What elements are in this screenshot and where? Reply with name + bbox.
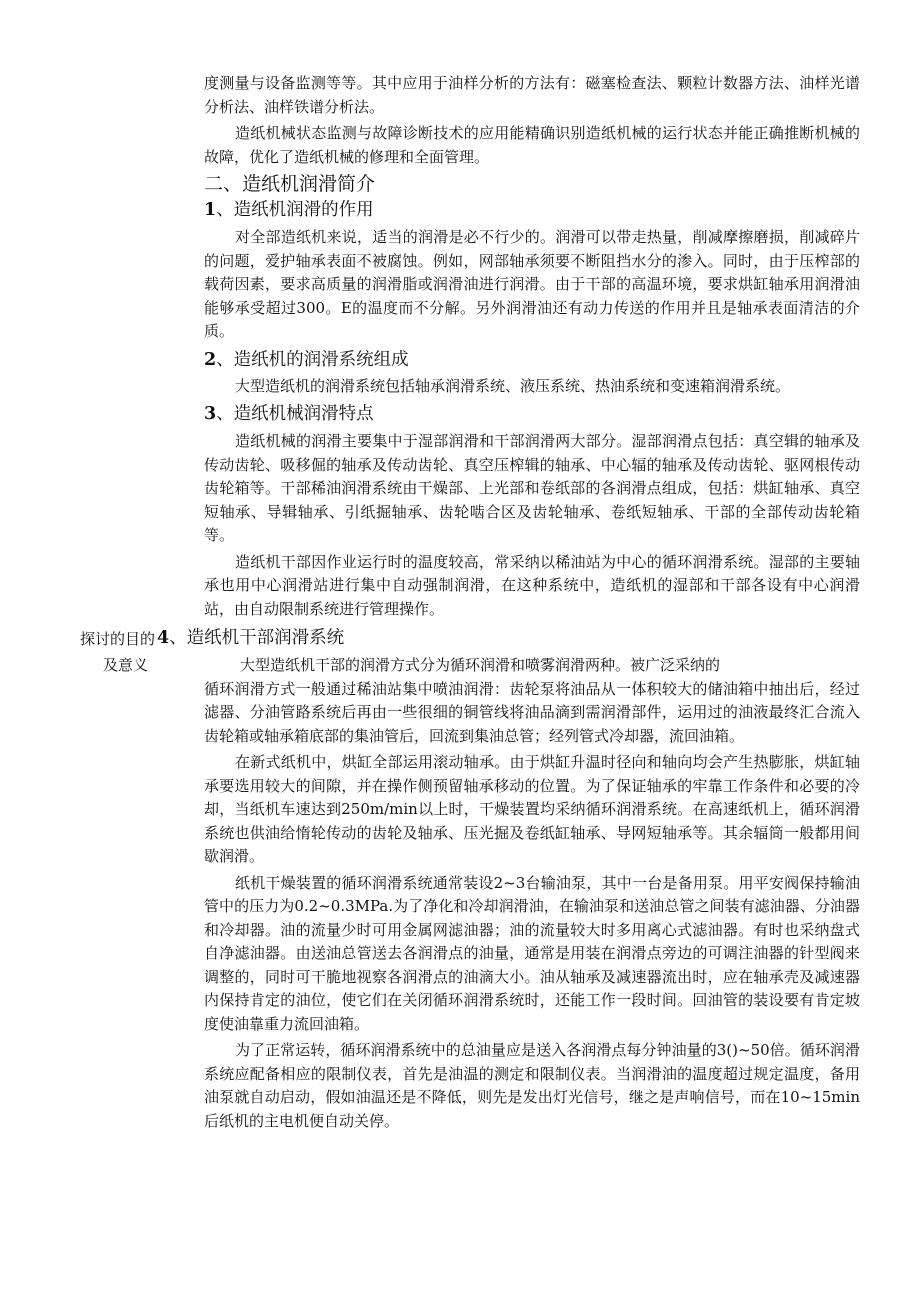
subsection-2-title: 、造纸机的润滑系统组成 bbox=[216, 350, 409, 370]
subsection-4-paragraph-1: 循环润滑方式一般通过稀油站集中喷油润滑：齿轮泵将油品从一体积较大的储油箱中抽出后，经过滤器、分油管路系统后再由一些很细的铜管线将油品滴到需润滑部件，运用过的油液最终汇合流入齿轮箱或轴承箱底部的集油管后，回流到集油总管；经列管式冷却器，流回油箱。 bbox=[204, 679, 860, 745]
intro-paragraph-2: 造纸机械状态监测与故障诊断技术的应用能精确识别造纸机械的运行状态并能正确推断机械的故障，优化了造纸机械的修理和全面管理。 bbox=[204, 124, 860, 166]
subsection-4-number: 4 bbox=[157, 628, 170, 648]
subsection-2-paragraph-1: 大型造纸机的润滑系统包括轴承润滑系统、液压系统、热油系统和变速箱润滑系统。 bbox=[235, 377, 791, 395]
subsection-2-body bbox=[204, 375, 860, 399]
subsection-4-paragraph-1-first-line: 大型造纸机干部的润滑方式分为循环润滑和喷雾润滑两种。被广泛采纳的 bbox=[240, 656, 721, 674]
subsection-4-paragraph-4: 为了正常运转，循环润滑系统中的总油量应是送入各润滑点每分钟油量的3()~50倍。循环润滑系统应配备相应的限制仪表，首先是油温的测定和限制仪表。当润滑油的温度超过规定温度，备用油泵就自动启动，假如油温还是不降低，则先是发出灯光信号，继之是声响信号，而在10~15min后纸机的主电机便自动关停。 bbox=[204, 1041, 860, 1130]
subsection-3-body bbox=[204, 430, 860, 621]
subsection-2-heading bbox=[204, 348, 409, 372]
intro-paragraph-1: 度测量与设备监测等等。其中应用于油样分析的方法有：磁塞检查法、颗粒计数器方法、油样光谱分析法、油样铁谱分析法。 bbox=[204, 74, 860, 116]
intro-block bbox=[204, 72, 860, 169]
subsection-1-title: 、造纸机润滑的作用 bbox=[216, 200, 374, 220]
subsection-1-body bbox=[204, 226, 860, 344]
subsection-4-body bbox=[204, 654, 860, 1133]
subsection-3-paragraph-2: 造纸机干部因作业运行时的温度较高，常采纳以稀油站为中心的循环润滑系统。湿部的主要轴承也用中心润滑站进行集中自动强制润滑，在这种系统中，造纸机的湿部和干部各设有中心润滑站，由自动限制系统进行管理操作。 bbox=[204, 552, 860, 618]
subsection-3-heading bbox=[204, 402, 374, 426]
subsection-4-paragraph-3: 纸机干燥装置的循环润滑系统通常装设2~3台输油泵，其中一台是备用泵。用平安阀保持输油管中的压力为0.2~0.3MPa.为了净化和冷却润滑油，在输油泵和送油总管之间装有滤油器、分油器和冷却器。油的流量少时可用金属网滤油器；油的流量较大时多用离心式滤油器。有时也采纳盘式自净滤油器。由送油总管送去各润滑点的油量，通常是用装在润滑点旁边的可调注油器的针型阀来调整的，同时可干脆地视察各润滑点的油滴大小。油从轴承及减速器流出时，应在轴承壳及减速器内保持肯定的油位，使它们在关闭循环润滑系统时，还能工作一段时间。回油管的装设要有肯定坡度使油靠重力流回油箱。 bbox=[204, 873, 860, 1033]
subsection-4-paragraph-2: 在新式纸机中，烘缸全部运用滚动轴承。由于烘缸升温时径向和轴向均会产生热膨胀，烘缸轴承要选用较大的间隙，并在操作侧预留轴承移动的位置。为了保证轴承的牢靠工作条件和必要的冷却，当纸机车速达到250m/min以上时，干燥装置均采纳循环润滑系统。在高速纸机上，循环润滑系统也供油给惰轮传动的齿轮及轴承、压光掘及卷纸缸轴承、导网短轴承等。其余辐筒一般都用间歇润滑。 bbox=[204, 753, 860, 865]
subsection-3-paragraph-1: 造纸机械的润滑主要集中于湿部润滑和干部润滑两大部分。湿部润滑点包括：真空辑的轴承及传动齿轮、吸移倔的轴承及传动齿轮、真空压榨辑的轴承、中心辐的轴承及传动齿轮、驱网根传动齿轮箱等。干部稀油润滑系统由干燥部、上光部和卷纸部的各润滑点组成，包括：烘缸轴承、真空短轴承、导辑轴承、引纸掘轴承、齿轮啮合区及齿轮轴承、卷纸短轴承、干部的全部传动齿轮箱等。 bbox=[204, 432, 860, 544]
side-note-line-1: 探讨的目的 bbox=[80, 630, 156, 648]
subsection-3-number: 3 bbox=[204, 404, 217, 424]
subsection-3-title: 、造纸机械润滑特点 bbox=[216, 404, 374, 424]
subsection-4-heading bbox=[157, 626, 344, 650]
subsection-1-number: 1 bbox=[204, 200, 217, 220]
section-2-heading: 二、造纸机润滑简介 bbox=[204, 173, 376, 195]
subsection-4-title: 、造纸机干部润滑系统 bbox=[169, 628, 345, 648]
subsection-1-heading bbox=[204, 198, 374, 222]
side-note-line-2: 及意义 bbox=[103, 656, 149, 674]
subsection-1-paragraph-1: 对全部造纸机来说，适当的润滑是必不行少的。润滑可以带走热量，削减摩擦磨损，削减碎片的问题，爱护轴承表面不被腐蚀。例如，网部轴承须要不断阻挡水分的渗入。同时，由于压榨部的载荷因素，要求高质量的润滑脂或润滑油进行润滑。由于干部的高温环境，要求烘缸轴承用润滑油能够承受超过300。E的温度而不分解。另外润滑油还有动力传送的作用并且是轴承表面清洁的介质。 bbox=[204, 228, 860, 340]
subsection-2-number: 2 bbox=[204, 350, 217, 370]
